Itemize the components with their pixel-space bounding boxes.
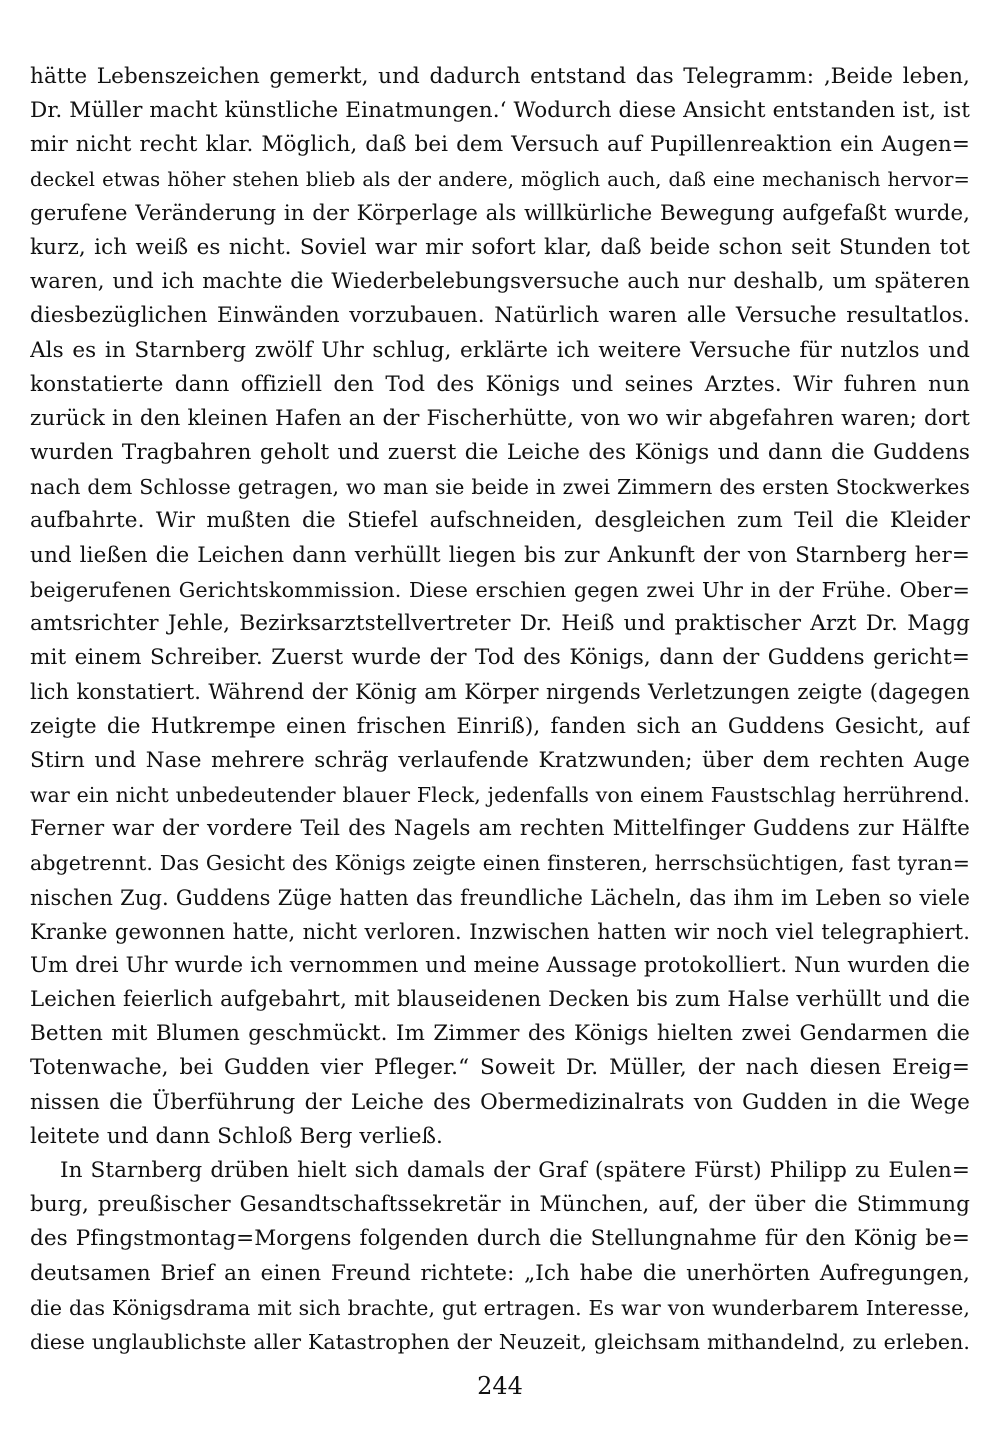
- text-line: und ließen die Leichen dann verhüllt liegen bis zur Ankunft der von Starnberg her=: [30, 542, 970, 568]
- text-line: burg, preußischer Gesandtschaftssekretär in München, auf, der über die Stimmung: [30, 1192, 970, 1218]
- page-number: 244: [477, 1372, 523, 1400]
- text-line: Betten mit Blumen geschmückt. Im Zimmer des Königs hielten zwei Gendarmen die: [30, 1021, 970, 1047]
- text-line: gerufene Veränderung in der Körperlage als willkürliche Bewegung aufgefaßt wurde,: [30, 200, 970, 226]
- text-line: nach dem Schlosse getragen, wo man sie beide in zwei Zimmern des ersten Stockwerkes: [30, 475, 970, 500]
- text-line: amtsrichter Jehle, Bezirksarztstellvertreter Dr. Heiß und praktischer Arzt Dr. Magg: [30, 611, 970, 636]
- text-line: nischen Zug. Guddens Züge hatten das freundliche Lächeln, das ihm im Leben so viele: [30, 885, 970, 910]
- text-line: diese unglaublichste aller Katastrophen der Neuzeit, gleichsam mithandelnd, zu erleben.: [30, 1329, 970, 1354]
- text-line: Dr. Müller macht künstliche Einatmungen.‘ Wodurch diese Ansicht entstanden ist, ist: [30, 98, 970, 124]
- text-line: beigerufenen Gerichtskommission. Diese erschien gegen zwei Uhr in der Frühe. Ober=: [30, 577, 970, 602]
- text-line: Ferner war der vordere Teil des Nagels am rechten Mittelfinger Guddens zur Hälfte: [30, 816, 970, 842]
- text-line: kurz, ich weiß es nicht. Soviel war mir sofort klar, daß beide schon seit Stunden tot: [30, 234, 970, 260]
- text-line: Leichen feierlich aufgebahrt, mit blauseidenen Decken bis zum Halse verhüllt und die: [30, 987, 970, 1013]
- text-line: Um drei Uhr wurde ich vernommen und meine Aussage protokolliert. Nun wurden die: [30, 952, 970, 978]
- text-line: Als es in Starnberg zwölf Uhr schlug, erklärte ich weitere Versuche für nutzlos und: [30, 337, 970, 363]
- text-line: zurück in den kleinen Hafen an der Fischerhütte, von wo wir abgefahren waren; dort: [30, 405, 970, 431]
- text-line: Stirn und Nase mehrere schräg verlaufende Kratzwunden; über dem rechten Auge: [30, 747, 970, 773]
- text-line: hätte Lebenszeichen gemerkt, und dadurch entstand das Telegramm: ‚Beide leben,: [30, 64, 970, 89]
- paragraph-end-line: leitete und dann Schloß Berg verließ.: [30, 1123, 443, 1149]
- text-line: abgetrennt. Das Gesicht des Königs zeigte einen finsteren, herrschsüchtigen, fast tyran=: [30, 851, 970, 876]
- text-line: lich konstatiert. Während der König am Körper nirgends Verletzungen zeigte (dagegen: [30, 680, 970, 705]
- text-line: deutsamen Brief an einen Freund richtete: „Ich habe die unerhörten Aufregungen,: [30, 1260, 970, 1286]
- book-page-text: [30, 60, 970, 1359]
- text-line: nissen die Überführung der Leiche des Obermedizinalrats von Gudden in die Wege: [30, 1089, 970, 1115]
- text-line: waren, und ich machte die Wiederbelebungsversuche auch nur deshalb, um späteren: [30, 269, 970, 295]
- text-line: mir nicht recht klar. Möglich, daß bei dem Versuch auf Pupillenreaktion ein Augen=: [30, 132, 970, 158]
- text-line: wurden Tragbahren geholt und zuerst die Leiche des Königs und dann die Guddens: [30, 440, 970, 466]
- paragraph-start-line: In Starnberg drüben hielt sich damals der Graf (spätere Fürst) Philipp zu Eulen=: [60, 1158, 970, 1183]
- text-line: des Pfingstmontag=Morgens folgenden durch die Stellungnahme für den König be=: [30, 1226, 970, 1252]
- text-line: konstatierte dann offiziell den Tod des Königs und seines Arztes. Wir fuhren nun: [30, 371, 970, 397]
- text-line: aufbahrte. Wir mußten die Stiefel aufschneiden, desgleichen zum Teil die Kleider: [30, 508, 970, 534]
- text-line: die das Königsdrama mit sich brachte, gut ertragen. Es war von wunderbarem Interesse,: [30, 1295, 970, 1320]
- text-line: zeigte die Hutkrempe einen frischen Einriß), fanden sich an Guddens Gesicht, auf: [30, 713, 970, 739]
- text-line: Kranke gewonnen hatte, nicht verloren. Inzwischen hatten wir noch viel telegraphiert.: [30, 919, 970, 944]
- text-line: war ein nicht unbedeutender blauer Fleck, jedenfalls von einem Faustschlag herrührend.: [30, 782, 970, 807]
- text-line: deckel etwas höher stehen blieb als der andere, möglich auch, daß eine mechanisch hervor=: [30, 167, 970, 191]
- text-line: Totenwache, bei Gudden vier Pfleger.“ Soweit Dr. Müller, der nach diesen Ereig=: [30, 1055, 970, 1081]
- text-line: mit einem Schreiber. Zuerst wurde der Tod des Königs, dann der Guddens gericht=: [30, 645, 970, 671]
- text-line: diesbezüglichen Einwänden vorzubauen. Natürlich waren alle Versuche resultatlos.: [30, 303, 970, 329]
